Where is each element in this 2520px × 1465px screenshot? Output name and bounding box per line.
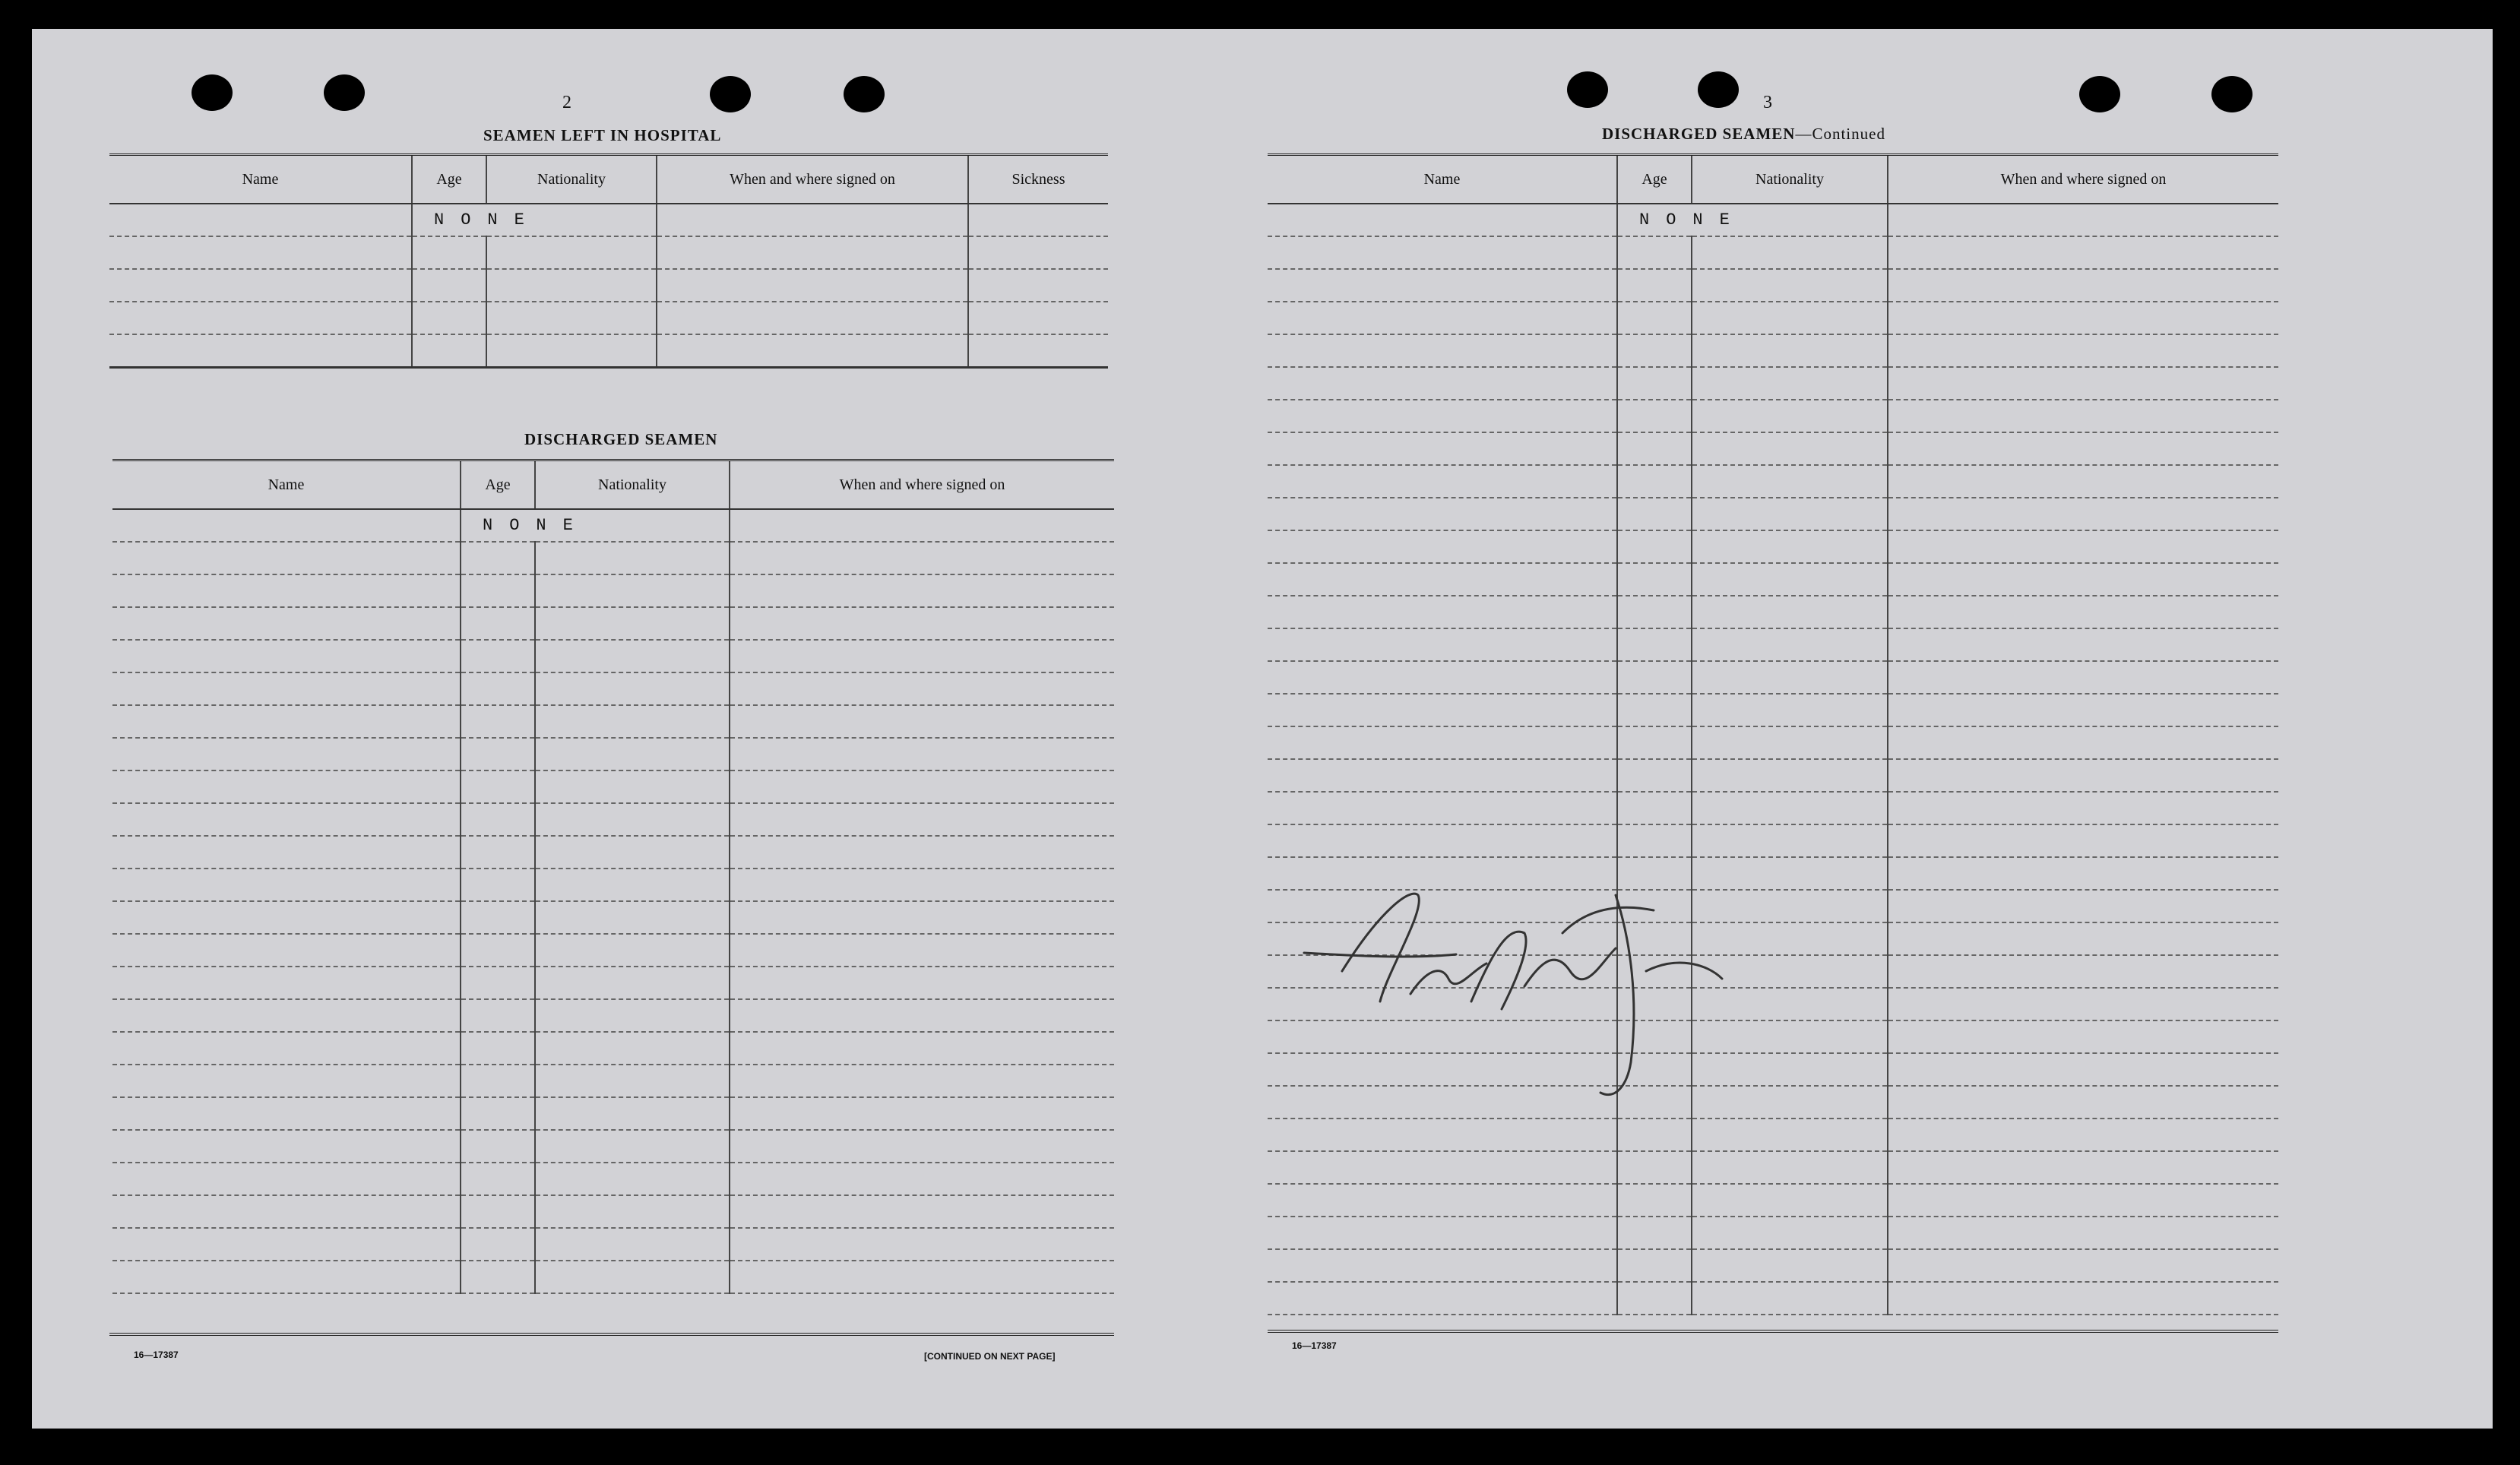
table-cell — [1888, 1282, 2278, 1315]
table-cell — [730, 1032, 1114, 1065]
table-cell — [1617, 1119, 1692, 1151]
table-row — [1268, 1217, 2278, 1249]
table-cell — [535, 574, 730, 607]
table-cell — [461, 869, 535, 901]
table-cell — [1888, 1249, 2278, 1282]
table-cell — [1888, 302, 2278, 334]
table-row — [112, 999, 1114, 1032]
table-cell — [461, 836, 535, 869]
table-cell — [730, 1065, 1114, 1097]
table-row — [109, 269, 1108, 302]
col-header-nationality: Nationality — [535, 460, 730, 510]
table-row — [112, 574, 1114, 607]
table-cell — [112, 1097, 461, 1130]
table-cell — [461, 1261, 535, 1293]
table-cell — [535, 542, 730, 574]
table-cell — [112, 705, 461, 738]
bottom-rule-left — [109, 1333, 1114, 1336]
table-cell — [730, 999, 1114, 1032]
table-cell — [1692, 400, 1888, 432]
punch-hole — [1698, 71, 1739, 108]
table-cell — [1617, 726, 1692, 759]
table-row — [1268, 563, 2278, 596]
table-cell — [1888, 236, 2278, 269]
table-cell — [535, 869, 730, 901]
table-cell — [1617, 334, 1692, 367]
table-cell — [1617, 628, 1692, 661]
table-cell — [535, 999, 730, 1032]
table-row — [112, 1032, 1114, 1065]
right-title-main: DISCHARGED SEAMEN — [1602, 125, 1796, 143]
table-cell — [461, 574, 535, 607]
table-cell — [1692, 367, 1888, 400]
table-cell — [730, 1228, 1114, 1261]
table-cell — [1268, 792, 1617, 824]
table-row — [112, 1195, 1114, 1228]
table-cell — [1617, 498, 1692, 530]
col-header-name: Name — [1268, 155, 1617, 204]
table-cell — [535, 934, 730, 967]
table-cell — [1888, 857, 2278, 890]
table-cell — [461, 1097, 535, 1130]
table-cell — [1692, 465, 1888, 498]
table-cell — [730, 1195, 1114, 1228]
table-cell — [1268, 1119, 1617, 1151]
table-cell — [1888, 400, 2278, 432]
table-row — [1268, 269, 2278, 302]
continued-note: [CONTINUED ON NEXT PAGE] — [924, 1351, 1056, 1362]
table-cell — [730, 1097, 1114, 1130]
table-cell — [461, 999, 535, 1032]
table-cell — [1888, 367, 2278, 400]
table-cell — [535, 901, 730, 934]
table-cell — [730, 1130, 1114, 1163]
table-cell — [1268, 563, 1617, 596]
table-row — [112, 1065, 1114, 1097]
table-cell — [1888, 432, 2278, 465]
table-row — [112, 542, 1114, 574]
table-row — [112, 738, 1114, 770]
table-cell — [1617, 1249, 1692, 1282]
table-row — [1268, 726, 2278, 759]
table-cell — [461, 542, 535, 574]
table-cell — [1692, 302, 1888, 334]
table-cell — [112, 1032, 461, 1065]
page-number-right: 3 — [1763, 93, 1772, 112]
table-cell — [1888, 661, 2278, 694]
table-cell — [1268, 1249, 1617, 1282]
table-cell — [1617, 269, 1692, 302]
handwritten-signature — [1296, 880, 1783, 1108]
table-cell — [1268, 759, 1617, 792]
table-cell — [461, 967, 535, 999]
table-cell — [1888, 1217, 2278, 1249]
table-row — [109, 236, 1108, 269]
table-cell — [535, 607, 730, 640]
table-cell — [1888, 726, 2278, 759]
table-row — [1268, 1151, 2278, 1184]
table-cell — [1888, 1184, 2278, 1217]
table-row — [1268, 661, 2278, 694]
table-cell — [730, 967, 1114, 999]
table-cell — [461, 1130, 535, 1163]
table-cell — [730, 640, 1114, 672]
table-cell — [1268, 596, 1617, 628]
table-row — [112, 803, 1114, 836]
table-cell — [1888, 694, 2278, 726]
table-cell — [1617, 759, 1692, 792]
table-cell — [1888, 1119, 2278, 1151]
table-row — [112, 1130, 1114, 1163]
table-cell — [1268, 400, 1617, 432]
table-row — [112, 607, 1114, 640]
table-cell — [1692, 236, 1888, 269]
table-cell — [112, 1163, 461, 1195]
table-cell — [112, 934, 461, 967]
table-cell — [1268, 1282, 1617, 1315]
col-header-age: Age — [461, 460, 535, 510]
table-cell — [1692, 824, 1888, 857]
table-cell — [1888, 1086, 2278, 1119]
table-cell — [1617, 1184, 1692, 1217]
table-cell — [1888, 334, 2278, 367]
form-number-left: 16—17387 — [134, 1350, 179, 1360]
punch-hole — [2211, 76, 2252, 112]
table-cell — [1692, 1151, 1888, 1184]
table-cell — [112, 542, 461, 574]
table-cell — [730, 803, 1114, 836]
table-cell — [1617, 400, 1692, 432]
table-cell — [112, 803, 461, 836]
none-entry: NONE — [461, 509, 730, 542]
col-header-nationality: Nationality — [486, 155, 657, 204]
table-row — [1268, 432, 2278, 465]
col-header-name: Name — [112, 460, 461, 510]
table-cell — [461, 607, 535, 640]
table-row — [1268, 367, 2278, 400]
table-cell — [1268, 530, 1617, 563]
table-cell — [112, 967, 461, 999]
table-row — [1268, 628, 2278, 661]
table-cell — [112, 770, 461, 803]
col-header-nationality: Nationality — [1692, 155, 1888, 204]
table-row — [112, 509, 1114, 542]
table-row — [1268, 334, 2278, 367]
table-cell — [535, 1065, 730, 1097]
table-cell — [1692, 792, 1888, 824]
table-cell — [1268, 824, 1617, 857]
table-cell — [112, 836, 461, 869]
table-row — [1268, 465, 2278, 498]
table-cell — [1692, 661, 1888, 694]
document-sheet — [32, 29, 2493, 1429]
table-cell — [461, 1195, 535, 1228]
discharged-table — [112, 459, 1114, 1294]
table-cell — [1692, 759, 1888, 792]
table-cell — [535, 770, 730, 803]
table-row — [112, 672, 1114, 705]
table-row — [1268, 1184, 2278, 1217]
table-cell — [1617, 596, 1692, 628]
table-cell — [461, 934, 535, 967]
table-cell — [1888, 955, 2278, 988]
table-cell — [1888, 563, 2278, 596]
table-row — [112, 934, 1114, 967]
table-cell — [1692, 1282, 1888, 1315]
table-cell — [461, 1032, 535, 1065]
table-cell — [1692, 530, 1888, 563]
table-cell — [1888, 1151, 2278, 1184]
table-cell — [1888, 498, 2278, 530]
table-cell — [1268, 465, 1617, 498]
table-cell — [1268, 726, 1617, 759]
table-cell — [1617, 694, 1692, 726]
table-cell — [535, 1032, 730, 1065]
table-cell — [1888, 890, 2278, 922]
table-cell — [1692, 1217, 1888, 1249]
table-cell — [1692, 563, 1888, 596]
table-row — [1268, 1282, 2278, 1315]
table-row — [1268, 530, 2278, 563]
table-cell — [1268, 694, 1617, 726]
table-cell — [1888, 530, 2278, 563]
table-row — [112, 1228, 1114, 1261]
table-row — [112, 640, 1114, 672]
table-cell — [730, 1261, 1114, 1293]
table-cell — [1617, 465, 1692, 498]
punch-hole — [710, 76, 751, 112]
table-cell — [1888, 628, 2278, 661]
discharged-continued-table — [1268, 153, 2278, 1315]
table-cell — [1268, 1151, 1617, 1184]
table-cell — [1268, 628, 1617, 661]
table-cell — [1617, 432, 1692, 465]
col-header-name: Name — [109, 155, 412, 204]
page-number-left: 2 — [562, 93, 571, 112]
form-number-right: 16—17387 — [1292, 1340, 1337, 1351]
table-cell — [1617, 302, 1692, 334]
table-cell — [535, 1097, 730, 1130]
table-cell — [112, 1261, 461, 1293]
table-cell — [730, 607, 1114, 640]
col-header-signed-on: When and where signed on — [730, 460, 1114, 510]
table-cell — [1888, 759, 2278, 792]
table-row — [109, 204, 1108, 236]
table-cell — [730, 934, 1114, 967]
table-cell — [1888, 596, 2278, 628]
table-cell — [112, 901, 461, 934]
table-cell — [461, 672, 535, 705]
table-row — [112, 1261, 1114, 1293]
table-cell — [1617, 1282, 1692, 1315]
table-cell — [112, 1130, 461, 1163]
table-row — [112, 1097, 1114, 1130]
right-title-continued: —Continued — [1795, 125, 1885, 143]
table-cell — [112, 1065, 461, 1097]
table-cell — [730, 1163, 1114, 1195]
table-cell — [461, 1228, 535, 1261]
table-cell — [1268, 661, 1617, 694]
table-cell — [730, 705, 1114, 738]
table-row — [112, 770, 1114, 803]
table-cell — [1617, 1217, 1692, 1249]
table-row — [109, 302, 1108, 334]
table-cell — [1692, 1184, 1888, 1217]
table-cell — [461, 705, 535, 738]
table-cell — [1268, 432, 1617, 465]
table-cell — [1268, 498, 1617, 530]
table-row — [1268, 204, 2278, 236]
table-cell — [1888, 269, 2278, 302]
hospital-table — [109, 153, 1108, 369]
table-cell — [461, 1065, 535, 1097]
table-row — [1268, 498, 2278, 530]
col-header-signed-on: When and where signed on — [657, 155, 968, 204]
table-cell — [1692, 628, 1888, 661]
table-cell — [112, 1228, 461, 1261]
none-entry: NONE — [1617, 204, 1888, 236]
table-cell — [1268, 367, 1617, 400]
table-cell — [1692, 334, 1888, 367]
discharged-section-title: DISCHARGED SEAMEN — [524, 430, 718, 448]
punch-hole — [844, 76, 885, 112]
table-cell — [535, 705, 730, 738]
table-row — [1268, 1119, 2278, 1151]
table-cell — [461, 803, 535, 836]
table-cell — [112, 672, 461, 705]
table-cell — [112, 1195, 461, 1228]
table-row — [1268, 400, 2278, 432]
table-cell — [535, 640, 730, 672]
table-cell — [1617, 792, 1692, 824]
table-cell — [730, 672, 1114, 705]
table-row — [1268, 236, 2278, 269]
table-cell — [1692, 269, 1888, 302]
table-cell — [461, 738, 535, 770]
table-cell — [1617, 824, 1692, 857]
table-cell — [535, 1195, 730, 1228]
table-cell — [535, 1228, 730, 1261]
table-cell — [1692, 596, 1888, 628]
table-row — [1268, 1249, 2278, 1282]
table-cell — [1692, 1119, 1888, 1151]
punch-hole — [192, 74, 233, 111]
table-cell — [1692, 726, 1888, 759]
table-cell — [730, 901, 1114, 934]
table-cell — [535, 803, 730, 836]
punch-hole — [2079, 76, 2120, 112]
table-cell — [730, 542, 1114, 574]
table-cell — [461, 770, 535, 803]
table-cell — [730, 738, 1114, 770]
table-cell — [535, 1261, 730, 1293]
table-cell — [730, 770, 1114, 803]
table-cell — [1692, 694, 1888, 726]
table-cell — [1268, 302, 1617, 334]
table-cell — [730, 869, 1114, 901]
table-cell — [112, 869, 461, 901]
table-cell — [1617, 661, 1692, 694]
col-header-age: Age — [1617, 155, 1692, 204]
table-cell — [1888, 988, 2278, 1020]
table-row — [109, 334, 1108, 368]
table-row — [112, 836, 1114, 869]
hospital-section-title: SEAMEN LEFT IN HOSPITAL — [483, 126, 722, 144]
table-cell — [1617, 563, 1692, 596]
table-row — [112, 869, 1114, 901]
table-cell — [1268, 1217, 1617, 1249]
none-entry: NONE — [412, 204, 657, 236]
table-cell — [1617, 236, 1692, 269]
table-row — [1268, 759, 2278, 792]
table-row — [112, 1163, 1114, 1195]
table-cell — [730, 836, 1114, 869]
table-cell — [1888, 1053, 2278, 1086]
table-cell — [112, 999, 461, 1032]
right-section-title — [1602, 125, 1885, 144]
table-cell — [1617, 367, 1692, 400]
table-row — [1268, 302, 2278, 334]
table-cell — [535, 836, 730, 869]
table-cell — [112, 574, 461, 607]
table-cell — [1692, 498, 1888, 530]
table-cell — [1888, 465, 2278, 498]
table-cell — [112, 738, 461, 770]
bottom-rule-right — [1268, 1330, 2278, 1333]
table-cell — [461, 901, 535, 934]
table-row — [1268, 824, 2278, 857]
punch-hole — [324, 74, 365, 111]
table-cell — [1888, 1020, 2278, 1053]
table-cell — [535, 967, 730, 999]
table-cell — [1268, 236, 1617, 269]
punch-hole — [1567, 71, 1608, 108]
table-cell — [1888, 792, 2278, 824]
col-header-age: Age — [412, 155, 486, 204]
table-cell — [1888, 824, 2278, 857]
table-cell — [1268, 269, 1617, 302]
table-cell — [461, 1163, 535, 1195]
table-cell — [535, 1163, 730, 1195]
table-cell — [535, 738, 730, 770]
table-row — [112, 967, 1114, 999]
table-cell — [730, 574, 1114, 607]
table-cell — [1888, 922, 2278, 955]
table-row — [1268, 596, 2278, 628]
col-header-signed-on: When and where signed on — [1888, 155, 2278, 204]
table-row — [112, 705, 1114, 738]
table-cell — [112, 607, 461, 640]
table-cell — [1268, 1184, 1617, 1217]
table-cell — [1692, 1249, 1888, 1282]
table-cell — [1617, 530, 1692, 563]
table-cell — [112, 640, 461, 672]
table-cell — [1692, 432, 1888, 465]
table-row — [1268, 792, 2278, 824]
table-cell — [461, 640, 535, 672]
table-cell — [535, 672, 730, 705]
table-row — [112, 901, 1114, 934]
table-cell — [535, 1130, 730, 1163]
col-header-sickness: Sickness — [968, 155, 1108, 204]
table-cell — [1617, 1151, 1692, 1184]
table-row — [1268, 694, 2278, 726]
table-cell — [1268, 334, 1617, 367]
